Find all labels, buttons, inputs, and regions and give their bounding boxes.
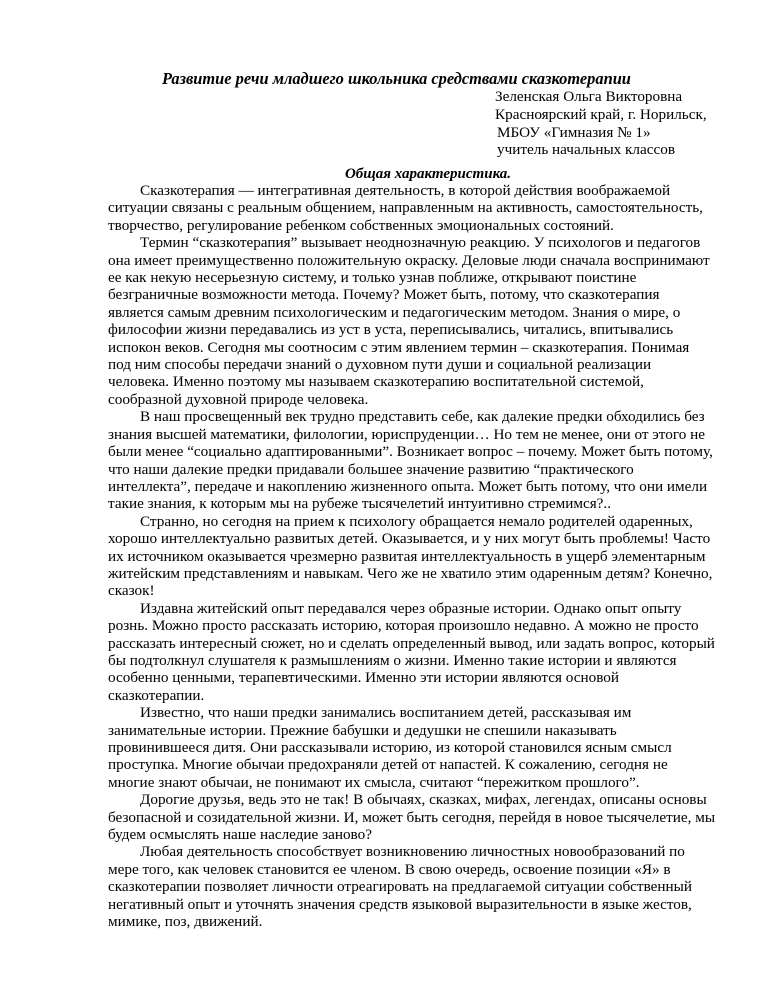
section-heading: Общая характеристика. xyxy=(344,166,512,182)
paragraph: Известно, что наши предки занимались воспитанием детей, рассказывая им занимательные истории. Прежние бабушки и дедушки не спешили наказывать провинившееся дитя. Они рассказывали историю, из которой становился ясным смысл проступка. Многие обычаи предохраняли детей от напастей. К сожалению, сегодня не многие знают обычаи, не понимают их смысла, считают “пережитком прошлого”. xyxy=(108,704,672,791)
author-block xyxy=(495,88,707,159)
author-region: Красноярский край, г. Норильск, xyxy=(495,105,707,123)
paragraph: Термин “сказкотерапия” вызывает неоднозначную реакцию. У психологов и педагогов она имеет преимущественно положительную окраску. Деловые люди сначала воспринимают ее как некую несерьезную систему, и только узнав поближе, открывают поистине безграничные возможности метода. Почему? Может быть, потому, что сказкотерапия является самым древним психологическим и педагогическим методом. Знания о мире, о философии жизни передавались из уст в уста, переписывались, читались, впитывались испокон веков. Сегодня мы соотносим с этим явлением термин – сказкотерапия. Понимая под ним способы передачи знаний о духовном пути души и социальной реализации человека. Именно поэтому мы называем сказкотерапию воспитательной системой, сообразной духовной природе человека. xyxy=(108,234,710,408)
paragraph: Издавна житейский опыт передавался через образные истории. Однако опыт опыту рознь. Можно просто рассказать историю, которая произошло недавно. А можно не просто рассказать интересный сюжет, но и сделать определенный вывод, или задать вопрос, который бы подтолкнул слушателя к размышлениям о жизни. Именно такие истории и являются особенно ценными, терапевтическими. Именно эти истории являются основой сказкотерапии. xyxy=(108,599,715,704)
author-school: МБОУ «Гимназия № 1» xyxy=(497,123,651,141)
paragraph: Сказкотерапия — интегративная деятельность, в которой действия воображаемой ситуации связаны с реальным общением, направленным на активность, самостоятельность, творчество, регулирование ребенком собственных эмоциональных состояний. xyxy=(108,182,703,234)
paragraph: Странно, но сегодня на прием к психологу обращается немало родителей одаренных, хорошо интеллектуально развитых детей. Оказывается, и у них могут быть проблемы! Часто их источником оказывается чрезмерно развитая интеллектуальность в ущерб элементарным житейским представлениям и навыкам. Чего же не хватило этим одаренным детям? Конечно, сказок! xyxy=(108,512,713,600)
document-title: Развитие речи младшего школьника средствами сказкотерапии xyxy=(162,69,631,88)
author-position: учитель начальных классов xyxy=(497,141,675,159)
author-name: Зеленская Ольга Викторовна xyxy=(495,88,683,105)
body-text xyxy=(108,182,716,930)
paragraph: В наш просвещенный век трудно представить себе, как далекие предки обходились без знания высшей математики, филологии, юриспруденции… Но тем не менее, они от этого не были менее “социально адаптированными”. Возникает вопрос – почему. Может быть потому, что наши далекие предки придавали большее значение развитию “практического интеллекта”, передаче и накоплению жизненного опыта. Может быть потому, что они имели такие знания, к которым мы на рубеже тысячелетий интуитивно стремимся?.. xyxy=(108,408,713,513)
paragraph: Любая деятельность способствует возникновению личностных новообразований по мере того, как человек становится ее членом. В свою очередь, освоение позиции «Я» в сказкотерапии позволяет личности отреагировать на предлагаемой ситуации собственный негативный опыт и уточнять значения средств языковой выразительности в языке жестов, мимике, поз, движений. xyxy=(108,843,692,931)
paragraph: Дорогие друзья, ведь это не так! В обычаях, сказках, мифах, легендах, описаны основы безопасной и созидательной жизни. И, может быть сегодня, перейдя в новое тысячелетие, мы будем осмыслять наше наследие заново? xyxy=(108,791,716,844)
